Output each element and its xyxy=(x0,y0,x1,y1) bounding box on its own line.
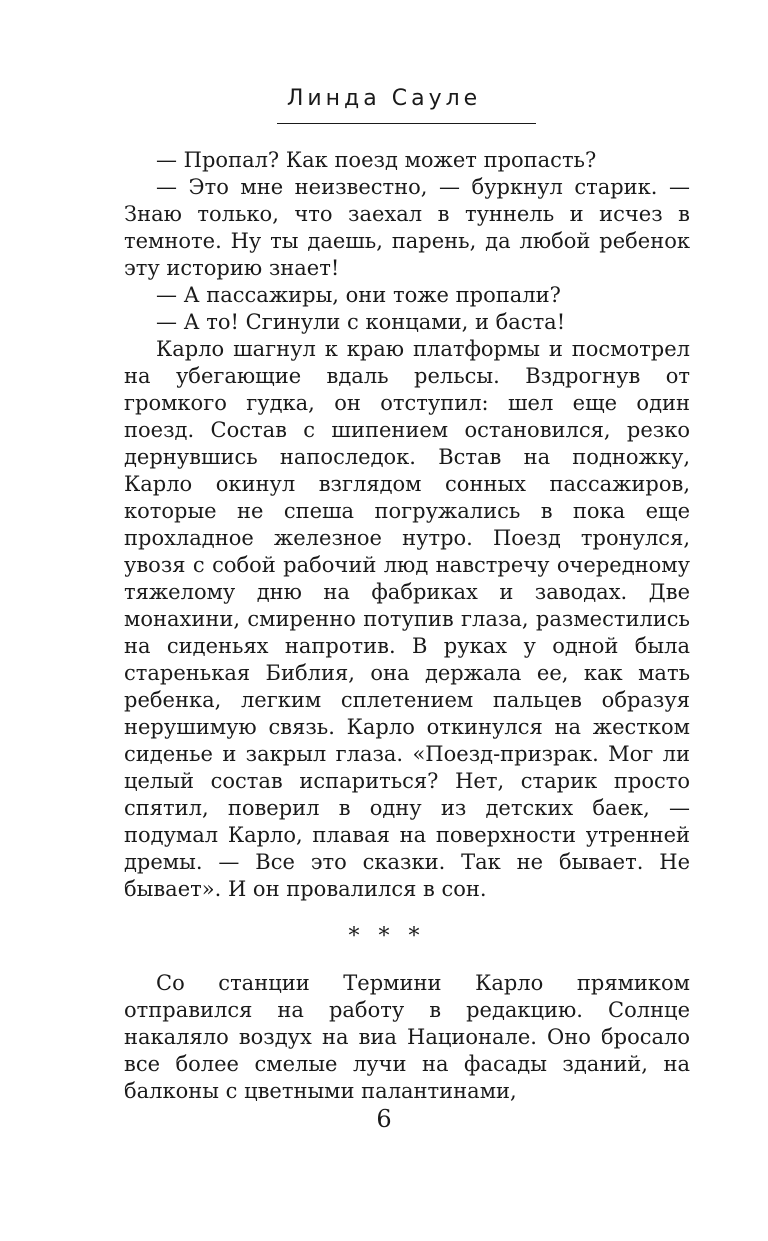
paragraph: — Пропал? Как поезд может пропасть? xyxy=(156,148,597,172)
running-head-rule xyxy=(277,123,536,124)
body-text-bottom xyxy=(124,970,690,1105)
paragraph: Карло шагнул к краю платформы и посмотрел на убегающие вдаль рельсы. Вздрогнув от громкого гудка, он отступил: шел еще один поезд. Состав с шипением остановился, резко дернувшись напоследок. Встав на подножку, Карло окинул взглядом сонных пассажиров, которые не спеша погружались в пока еще прохладное железное нутро. Поезд тронулся, увозя с собой рабочий люд навстречу очередному тяжелому дню на фабриках и заводах. Две монахини, смиренно потупив глаза, разместились на сиденьях напротив. В руках у одной была старенькая Библия, она держала ее, как мать ребенка, легким сплетением пальцев образуя нерушимую связь. Карло откинулся на жестком сиденье и закрыл глаза. «Поезд-призрак. Мог ли целый состав испариться? Нет, старик просто спятил, поверил в одну из детских баек, — подумал Карло, плавая на поверхности утренней дремы. — Все это сказки. Так не бывает. Не бывает». И он провалился в сон. xyxy=(124,337,690,901)
paragraph: — Это мне неизвестно, — буркнул старик. — Знаю только, что заехал в туннель и исчез в темноте. Ну ты даешь, парень, да любой ребенок эту историю знает! xyxy=(124,175,690,280)
paragraph: Со станции Термини Карло прямиком отправился на работу в редакцию. Солнце накаляло воздух на виа Национале. Оно бросало все более смелые лучи на фасады зданий, на балконы с цветными палантинами, xyxy=(124,971,690,1103)
running-head: Линда Сауле xyxy=(286,86,482,111)
section-separator: * * * xyxy=(348,924,420,949)
paragraph: — А пассажиры, они тоже пропали? xyxy=(156,283,561,307)
body-text-top xyxy=(124,147,690,903)
paragraph: — А то! Сгинули с концами, и баста! xyxy=(156,310,566,334)
page-number: 6 xyxy=(376,1105,392,1133)
